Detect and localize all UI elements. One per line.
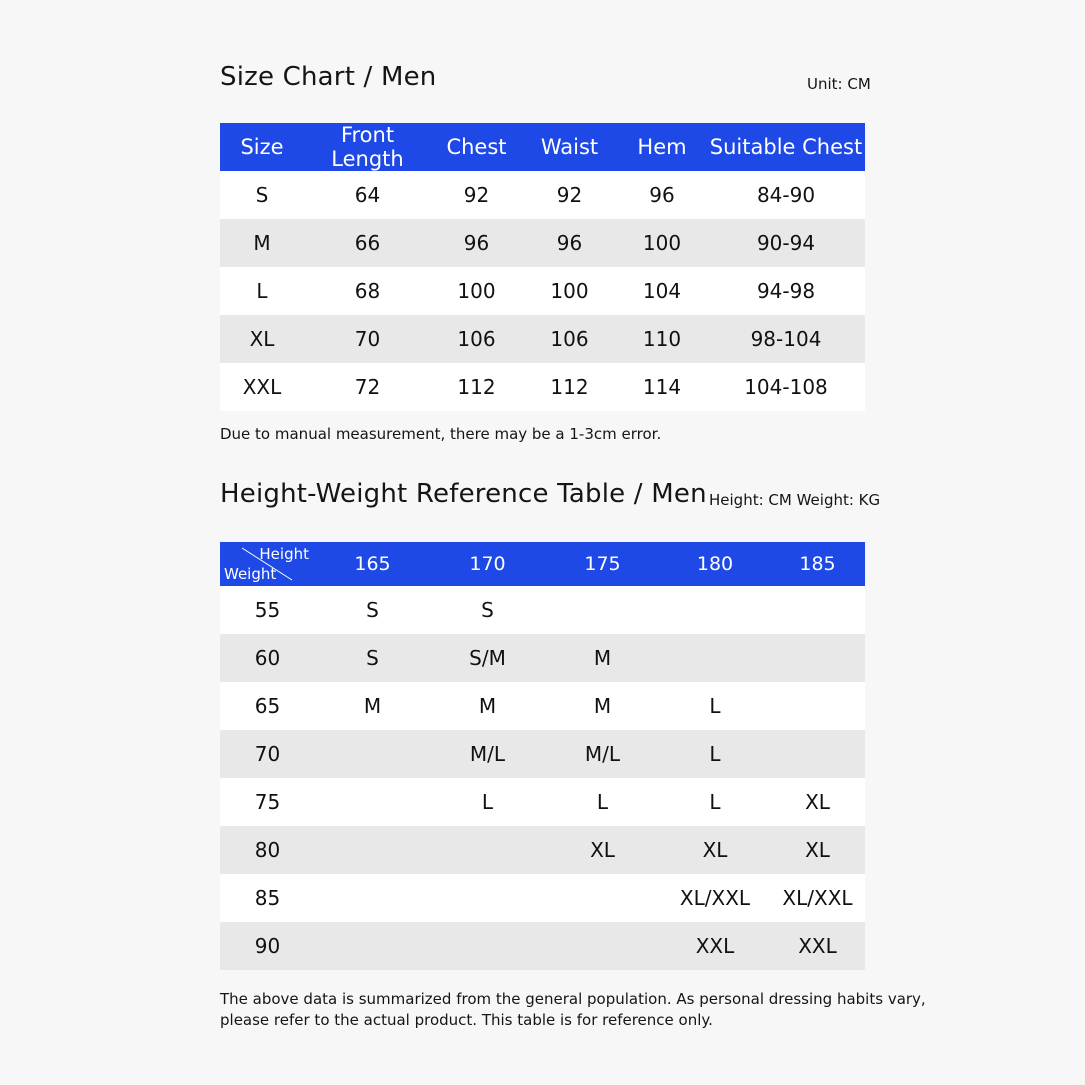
corner-header [220, 542, 315, 586]
size-recommendation-cell [660, 586, 770, 634]
size-cell: 114 [617, 363, 707, 411]
size-recommendation-cell [430, 826, 545, 874]
size-recommendation-cell [315, 874, 430, 922]
weight-row-key: 80 [220, 826, 315, 874]
weight-row-key: 65 [220, 682, 315, 730]
size-cell: 96 [522, 219, 617, 267]
size-recommendation-cell [315, 730, 430, 778]
size-row-key: XXL [220, 363, 304, 411]
size-recommendation-cell [545, 586, 660, 634]
weight-row [220, 586, 865, 634]
size-recommendation-cell [430, 922, 545, 970]
weight-row-key: 90 [220, 922, 315, 970]
size-recommendation-cell: S [315, 586, 430, 634]
size-cell: 84-90 [707, 171, 865, 219]
weight-row-key: 55 [220, 586, 315, 634]
size-recommendation-cell [545, 922, 660, 970]
height-header: 180 [660, 542, 770, 586]
height-header: 165 [315, 542, 430, 586]
weight-row [220, 874, 865, 922]
size-row-key: XL [220, 315, 304, 363]
size-recommendation-cell: M/L [545, 730, 660, 778]
size-row [220, 363, 865, 411]
size-cell: 64 [304, 171, 431, 219]
size-cell: 100 [431, 267, 522, 315]
column-header: Suitable Chest [707, 123, 865, 171]
size-recommendation-cell: XXL [660, 922, 770, 970]
size-recommendation-cell [770, 730, 865, 778]
column-header: Front Length [304, 123, 431, 171]
weight-row [220, 922, 865, 970]
weight-row-key: 75 [220, 778, 315, 826]
column-header: Size [220, 123, 304, 171]
size-recommendation-cell [315, 922, 430, 970]
size-chart-title: Size Chart / Men [220, 62, 437, 92]
size-cell: 104 [617, 267, 707, 315]
size-cell: 100 [617, 219, 707, 267]
hw-table-unit: Height: CM Weight: KG [709, 491, 881, 509]
weight-row [220, 634, 865, 682]
weight-row [220, 682, 865, 730]
size-cell: 112 [431, 363, 522, 411]
size-recommendation-cell: S [430, 586, 545, 634]
size-row [220, 267, 865, 315]
size-cell: 100 [522, 267, 617, 315]
weight-row-key: 70 [220, 730, 315, 778]
size-recommendation-cell: M [545, 634, 660, 682]
size-recommendation-cell [315, 826, 430, 874]
weight-row [220, 778, 865, 826]
size-recommendation-cell: XL [770, 826, 865, 874]
size-cell: 66 [304, 219, 431, 267]
size-recommendation-cell: L [430, 778, 545, 826]
size-cell: 68 [304, 267, 431, 315]
column-header: Hem [617, 123, 707, 171]
size-recommendation-cell [545, 874, 660, 922]
size-row-key: S [220, 171, 304, 219]
size-row-key: L [220, 267, 304, 315]
size-recommendation-cell: XL [770, 778, 865, 826]
column-header: Chest [431, 123, 522, 171]
corner-height-label: Height [259, 545, 309, 563]
size-cell: 96 [617, 171, 707, 219]
size-recommendation-cell: M [430, 682, 545, 730]
size-recommendation-cell: XL/XXL [660, 874, 770, 922]
size-recommendation-cell [770, 634, 865, 682]
size-cell: 112 [522, 363, 617, 411]
column-header: Waist [522, 123, 617, 171]
size-chart-note: Due to manual measurement, there may be a 1-3cm error. [220, 425, 662, 443]
size-row [220, 315, 865, 363]
hw-table-title: Height-Weight Reference Table / Men [220, 479, 707, 509]
size-recommendation-cell: L [545, 778, 660, 826]
weight-row [220, 730, 865, 778]
size-chart-table [220, 123, 865, 411]
size-cell: 92 [431, 171, 522, 219]
size-recommendation-cell [770, 682, 865, 730]
size-chart-unit: Unit: CM [807, 75, 871, 93]
size-recommendation-cell: L [660, 778, 770, 826]
hw-header-row [220, 542, 865, 586]
height-header: 170 [430, 542, 545, 586]
size-recommendation-cell: M [315, 682, 430, 730]
size-recommendation-cell: L [660, 730, 770, 778]
size-row [220, 219, 865, 267]
size-cell: 98-104 [707, 315, 865, 363]
hw-note-line-1: The above data is summarized from the general population. As personal dressing habits vary, [220, 990, 926, 1008]
size-cell: 106 [522, 315, 617, 363]
size-recommendation-cell: S/M [430, 634, 545, 682]
size-cell: 90-94 [707, 219, 865, 267]
size-recommendation-cell: XXL [770, 922, 865, 970]
weight-row-key: 85 [220, 874, 315, 922]
size-recommendation-cell [430, 874, 545, 922]
hw-note-line-2: please refer to the actual product. This table is for reference only. [220, 1011, 713, 1029]
corner-weight-label: Weight [224, 565, 277, 583]
size-row [220, 171, 865, 219]
size-cell: 70 [304, 315, 431, 363]
size-cell: 72 [304, 363, 431, 411]
hw-table-note [220, 989, 926, 1031]
size-recommendation-cell: M [545, 682, 660, 730]
size-recommendation-cell: XL [660, 826, 770, 874]
size-recommendation-cell: XL [545, 826, 660, 874]
size-cell: 96 [431, 219, 522, 267]
weight-row [220, 826, 865, 874]
size-recommendation-cell: XL/XXL [770, 874, 865, 922]
size-cell: 92 [522, 171, 617, 219]
size-cell: 104-108 [707, 363, 865, 411]
size-row-key: M [220, 219, 304, 267]
size-recommendation-cell [770, 586, 865, 634]
size-recommendation-cell [315, 778, 430, 826]
size-recommendation-cell: M/L [430, 730, 545, 778]
size-cell: 94-98 [707, 267, 865, 315]
size-cell: 106 [431, 315, 522, 363]
size-chart-header-row [220, 123, 865, 171]
height-weight-table [220, 542, 865, 970]
height-header: 175 [545, 542, 660, 586]
height-header: 185 [770, 542, 865, 586]
size-recommendation-cell: L [660, 682, 770, 730]
size-recommendation-cell: S [315, 634, 430, 682]
weight-row-key: 60 [220, 634, 315, 682]
size-recommendation-cell [660, 634, 770, 682]
size-cell: 110 [617, 315, 707, 363]
